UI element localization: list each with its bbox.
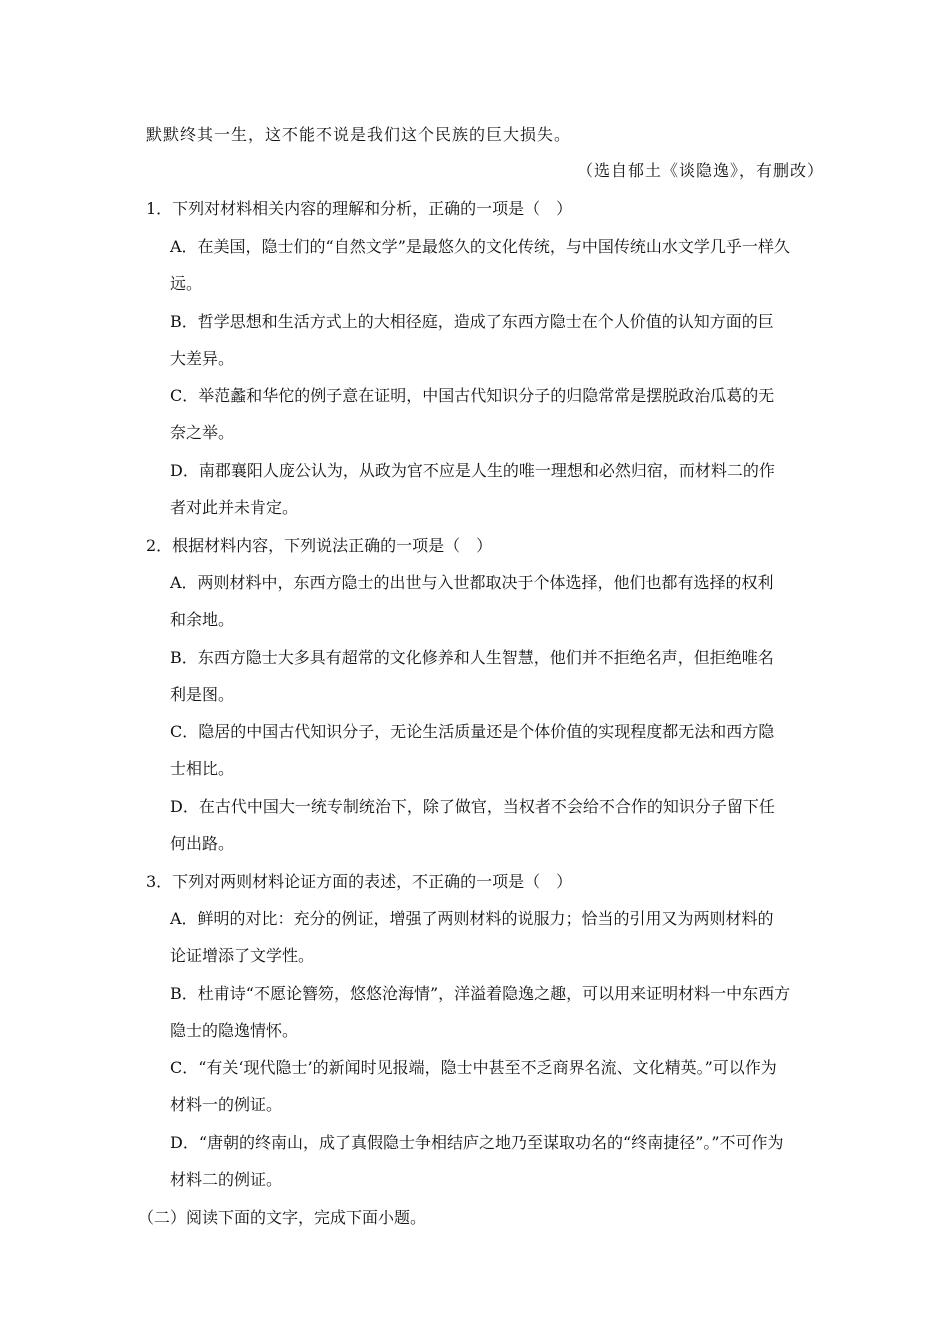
question-2-option-c-cont: 士相比。 xyxy=(170,759,235,778)
question-3-option-a: A．鲜明的对比：充分的例证，增强了两则材料的说服力；恰当的引用又为两则材料的 xyxy=(170,909,774,928)
question-2-option-c: C．隐居的中国古代知识分子，无论生活质量还是个体价值的实现程度都无法和西方隐 xyxy=(170,722,775,741)
question-3-option-b-cont: 隐士的隐逸情怀。 xyxy=(170,1021,299,1040)
question-1-option-b-cont: 大差异。 xyxy=(170,349,235,368)
question-1-option-c: C．举范蠡和华佗的例子意在证明，中国古代知识分子的归隐常常是摆脱政治瓜葛的无 xyxy=(170,386,775,405)
question-3-option-c: C．“有关‘现代隐士’的新闻时见报端，隐士中甚至不乏商界名流、文化精英。”可以作为 xyxy=(170,1058,777,1077)
question-3-option-c-cont: 材料一的例证。 xyxy=(170,1095,283,1114)
question-1-option-c-cont: 奈之举。 xyxy=(170,423,235,442)
question-1-option-b: B．哲学思想和生活方式上的大相径庭，造成了东西方隐士在个人价值的认知方面的巨 xyxy=(170,312,774,331)
question-2-option-d: D．在古代中国大一统专制统治下，除了做官，当权者不会给不合作的知识分子留下任 xyxy=(170,797,775,816)
question-2-stem: 2．根据材料内容，下列说法正确的一项是（ ） xyxy=(146,536,493,555)
passage-source: （选自郁土《谈隐逸》，有删改） xyxy=(576,161,824,180)
question-2-option-b-cont: 利是图。 xyxy=(170,685,235,704)
question-3-option-d: D．“唐朝的终南山，成了真假隐士争相结庐之地乃至谋取功名的“终南捷径”。”不可作为 xyxy=(170,1133,784,1152)
question-3-option-d-cont: 材料二的例证。 xyxy=(170,1170,283,1189)
question-2-option-a: A．两则材料中，东西方隐士的出世与入世都取决于个体选择，他们也都有选择的权利 xyxy=(170,573,774,592)
question-2-option-d-cont: 何出路。 xyxy=(170,834,235,853)
question-1-stem: 1．下列对材料相关内容的理解和分析，正确的一项是（ ） xyxy=(146,199,573,218)
question-1-option-a-cont: 远。 xyxy=(170,274,203,293)
question-2-option-a-cont: 和余地。 xyxy=(170,610,235,629)
question-3-option-a-cont: 论证增添了文学性。 xyxy=(170,946,315,965)
question-2-option-b: B．东西方隐士大多具有超常的文化修养和人生智慧，他们并不拒绝名声，但拒绝唯名 xyxy=(170,648,774,667)
passage-closing-line: 默默终其一生，这不能不说是我们这个民族的巨大损失。 xyxy=(146,125,572,144)
question-3-option-b: B．杜甫诗“不愿论簪笏，悠悠沧海情”，洋溢着隐逸之趣，可以用来证明材料一中东西方 xyxy=(170,984,791,1003)
question-1-option-a: A．在美国，隐士们的“自然文学”是最悠久的文化传统，与中国传统山水文学几乎一样久 xyxy=(170,237,790,256)
question-1-option-d-cont: 者对此并未肯定。 xyxy=(170,498,299,517)
question-1-option-d: D．南郡襄阳人庞公认为，从政为官不应是人生的唯一理想和必然归宿，而材料二的作 xyxy=(170,461,775,480)
next-section-heading: （二）阅读下面的文字，完成下面小题。 xyxy=(138,1208,427,1227)
question-3-stem: 3．下列对两则材料论证方面的表述，不正确的一项是（ ） xyxy=(146,872,573,891)
